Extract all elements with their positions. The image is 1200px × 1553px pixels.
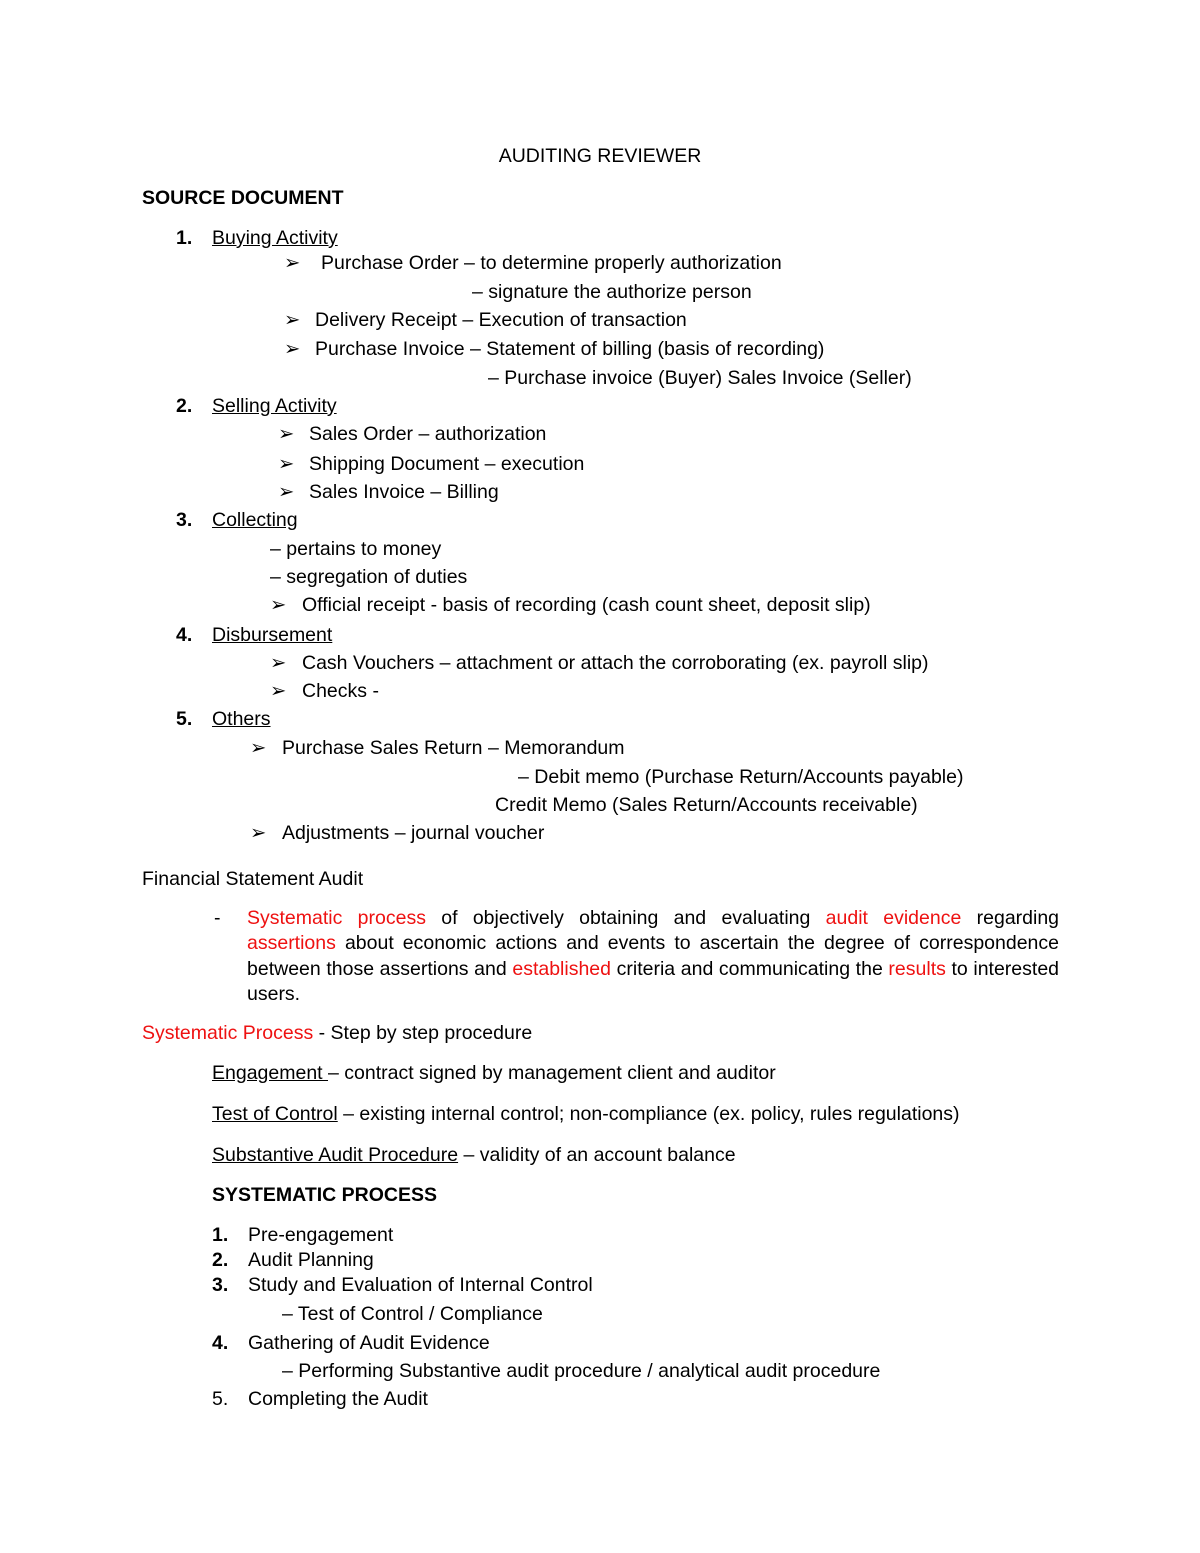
list-label: Disbursement <box>212 624 333 646</box>
step-item: 4. Gathering of Audit Evidence <box>212 1332 490 1354</box>
test-of-control-definition: Test of Control – existing internal control; non-compliance (ex. policy, rules regulations) <box>212 1103 960 1125</box>
arrow-bullet-icon: ➢ <box>278 481 295 503</box>
bullet-adjustments: ➢ Adjustments – journal voucher <box>250 822 545 844</box>
step-number: 2. <box>212 1249 229 1271</box>
term-label: Substantive Audit Procedure <box>212 1144 459 1166</box>
arrow-bullet-icon: ➢ <box>270 652 287 674</box>
step-number: 3. <box>212 1274 229 1296</box>
bullet-sales-order: ➢ Sales Order – authorization <box>278 423 547 445</box>
dash-line: – pertains to money <box>270 538 442 560</box>
bullet-official-receipt: ➢ Official receipt - basis of recording (cash count sheet, deposit slip) <box>270 594 871 616</box>
systematic-process-definition: Systematic Process - Step by step procedure <box>142 1022 533 1044</box>
section-heading-financial-statement-audit: Financial Statement Audit <box>142 868 364 890</box>
list-label: Selling Activity <box>212 395 337 417</box>
bullet-shipping-document: ➢ Shipping Document – execution <box>278 453 585 475</box>
highlight-term: assertions <box>247 932 336 955</box>
term-label: Test of Control <box>212 1103 338 1125</box>
highlight-term: Systematic Process <box>142 1022 314 1044</box>
arrow-bullet-icon: ➢ <box>284 252 301 274</box>
step-sub-item: – Test of Control / Compliance <box>282 1303 543 1325</box>
highlight-term: Systematic process <box>247 907 426 929</box>
bullet-purchase-sales-return: ➢ Purchase Sales Return – Memorandum <box>250 737 625 759</box>
list-item-selling-activity <box>176 394 337 418</box>
list-label: Collecting <box>212 509 298 531</box>
list-number: 2. <box>176 395 193 417</box>
bullet-delivery-receipt: ➢ Delivery Receipt – Execution of transaction <box>284 309 687 331</box>
arrow-bullet-icon: ➢ <box>278 453 295 475</box>
bullet-purchase-order: ➢ Purchase Order – to determine properly authorization <box>284 252 782 274</box>
step-number: 1. <box>212 1224 229 1246</box>
list-number: 1. <box>176 227 193 249</box>
list-number: 5. <box>176 708 193 730</box>
bullet-sales-invoice: ➢ Sales Invoice – Billing <box>278 481 499 503</box>
section-heading-systematic-process: SYSTEMATIC PROCESS <box>212 1184 438 1206</box>
definition-paragraph: Systematic process of objectively obtaining and evaluating audit evidence regarding assertions about economic actions and events to ascertain the degree of correspondence between those assertions and established criteria and communicating the results to interested users. <box>247 907 1060 1005</box>
continuation-line: Credit Memo (Sales Return/Accounts receivable) <box>495 794 918 816</box>
section-heading-source-document: SOURCE DOCUMENT <box>142 187 344 209</box>
dash-line: – segregation of duties <box>270 566 468 588</box>
list-label: Buying Activity <box>212 227 338 249</box>
arrow-bullet-icon: ➢ <box>284 309 301 331</box>
step-item: 3. Study and Evaluation of Internal Control <box>212 1274 593 1296</box>
bullet-cash-vouchers: ➢ Cash Vouchers – attachment or attach the corroborating (ex. payroll slip) <box>270 652 929 674</box>
arrow-bullet-icon: ➢ <box>270 594 287 616</box>
list-number: 4. <box>176 624 193 646</box>
arrow-bullet-icon: ➢ <box>270 680 287 702</box>
arrow-bullet-icon: ➢ <box>250 737 267 759</box>
list-label: Others <box>212 708 271 730</box>
step-sub-item: – Performing Substantive audit procedure / analytical audit procedure <box>282 1360 881 1382</box>
list-number: 3. <box>176 509 193 531</box>
term-label: Engagement <box>212 1062 329 1084</box>
step-number: 4. <box>212 1332 229 1354</box>
step-item: 2. Audit Planning <box>212 1249 374 1271</box>
continuation-line: – Purchase invoice (Buyer) Sales Invoice (Seller) <box>488 367 912 389</box>
list-item-collecting <box>176 508 298 532</box>
continuation-line: – signature the authorize person <box>472 281 752 303</box>
highlight-term: established <box>512 957 611 980</box>
document-title: AUDITING REVIEWER <box>498 145 702 167</box>
list-item-buying-activity <box>176 226 338 250</box>
highlight-term: audit evidence <box>825 907 962 929</box>
arrow-bullet-icon: ➢ <box>284 338 301 360</box>
bullet-checks: ➢ Checks - <box>270 680 379 702</box>
highlight-term: results <box>888 957 946 980</box>
bullet-purchase-invoice: ➢ Purchase Invoice – Statement of billing (basis of recording) <box>284 338 825 360</box>
arrow-bullet-icon: ➢ <box>250 822 267 844</box>
step-number: 5. <box>212 1388 229 1410</box>
engagement-definition: Engagement – contract signed by management client and auditor <box>212 1062 776 1084</box>
continuation-line: – Debit memo (Purchase Return/Accounts payable) <box>518 766 964 788</box>
step-item: 5. Completing the Audit <box>212 1388 428 1410</box>
substantive-audit-procedure-definition: Substantive Audit Procedure – validity of an account balance <box>212 1144 736 1166</box>
dash-bullet: - <box>214 907 221 929</box>
list-item-others <box>176 707 271 731</box>
arrow-bullet-icon: ➢ <box>278 423 295 445</box>
step-item: 1. Pre-engagement <box>212 1224 394 1246</box>
list-item-disbursement <box>176 623 332 647</box>
